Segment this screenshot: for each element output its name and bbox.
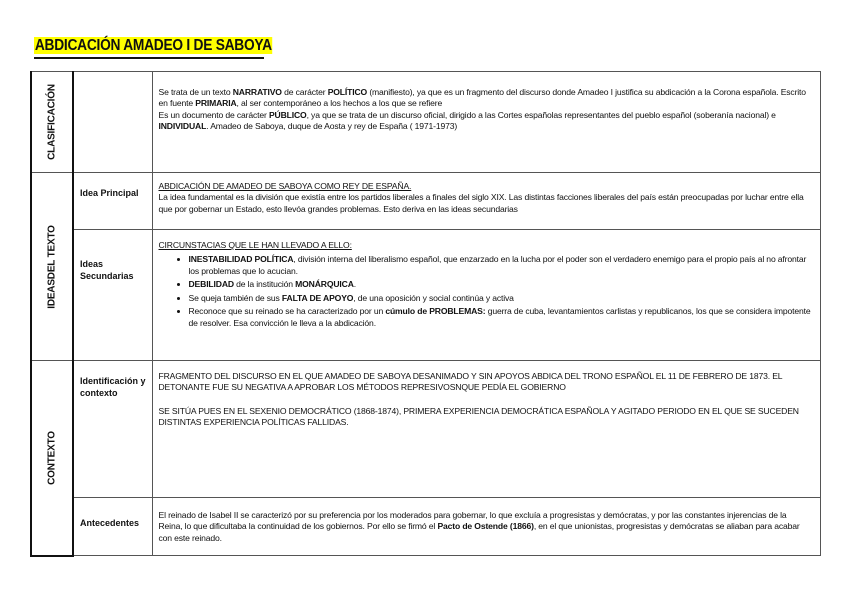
title-underline: [34, 57, 264, 59]
clasificacion-paragraph-1: Se trata de un texto NARRATIVO de carácter POLÍTICO (manifiesto), ya que es un fragmento del discurso donde Amadeo I justifica su abdicación a la Corona española. Escrito en fuente PRIMARIA, al ser contemporáneo a los hechos a los que se refiere: [158, 87, 806, 109]
list-item: • Reconoce que su reinado se ha caracterizado por un cúmulo de PROBLEMAS: guerra de cuba, levantamientos carlistas y republicanos, los que se considera impotente de resolver. Esa convicción le lleva a la abdicación.: [189, 306, 813, 329]
idea-principal-text: La idea fundamental es la división que existía entre los partidos liberales a finales del siglo XIX. Las distintas facciones liberales del país están preocupadas por luchar entre ella que por gobernar un Estado, esto llevóa grandes problemas. Esto deriva en las ideas secundarias: [158, 192, 804, 214]
section-label-contexto: CONTEXTO: [31, 361, 73, 556]
row-idea-principal: [31, 173, 820, 230]
row-clasificacion: [31, 72, 820, 173]
empty-subcell: [73, 72, 152, 173]
sublabel-idea-principal: Idea Principal: [73, 173, 152, 230]
page-title: ABDICACIÓN AMADEO I DE SABOYA: [34, 37, 272, 54]
section-label-clasificacion: CLASIFICACIÓN: [31, 72, 73, 173]
analysis-table: [30, 71, 821, 557]
paragraph-gap: [159, 394, 813, 406]
sublabel-antecedentes: Antecedentes: [73, 498, 152, 556]
list-item: • DEBILIDAD de la institución MONÁRQUICA.: [189, 279, 813, 290]
antecedentes-content: [152, 498, 820, 556]
ideas-secundarias-content: [152, 230, 820, 361]
list-item: • Se queja también de sus FALTA DE APOYO, de una oposición y social continúa y activa: [189, 293, 813, 304]
list-item: • INESTABILIDAD POLÍTICA, división interna del liberalismo español, que enzarzado en la lucha por el poder son el verdadero enemigo para el propio país al no afrontar los problemas que lo acucian.: [189, 254, 813, 277]
idea-principal-content: [152, 173, 820, 230]
row-ideas-secundarias: [31, 230, 820, 361]
row-identificacion: [31, 361, 820, 498]
sublabel-identificacion: Identificación y contexto: [73, 361, 152, 498]
ideas-secundarias-heading: CIRCUNSTACIAS QUE LE HAN LLEVADO A ELLO:: [158, 240, 352, 250]
ideas-secundarias-list: [159, 254, 813, 329]
antecedentes-paragraph: El reinado de Isabel II se caracterizó por su preferencia por los moderados para gobernar, lo que excluía a progresistas y demócratas, y por las constantes injerencias de la Reina, lo que dificultaba la continuidad de los gobiernos. Por ello se firmó el Pacto de Ostende (1866), en el que unionistas, progresistas y demócratas se aliaban para acabar con este reinado.: [158, 510, 800, 543]
section-label-ideas: IDEASDEL TEXTO: [31, 173, 73, 361]
sublabel-ideas-secundarias: Ideas Secundarias: [73, 230, 152, 361]
idea-principal-heading: ABDICACIÓN DE AMADEO DE SABOYA COMO REY DE ESPAÑA.: [158, 181, 412, 191]
clasificacion-paragraph-2: Es un documento de carácter PÚBLICO, ya que se trata de un discurso oficial, dirigido a las Cortes españolas representantes del pueblo español (soberanía nacional) e INDIVIDUAL. Amadeo de Saboya, duque de Aosta y rey de España ( 1971-1973): [158, 109, 776, 132]
row-antecedentes: [31, 498, 820, 556]
identificacion-content: [152, 361, 820, 498]
clasificacion-content: [152, 72, 820, 173]
identificacion-paragraph-1: FRAGMENTO DEL DISCURSO EN EL QUE AMADEO DE SABOYA DESANIMADO Y SIN APOYOS ABDICA DEL TRONO ESPAÑOL EL 11 DE FEBRERO DE 1873. EL DETONANTE FUE SU NEGATIVA A APROBAR LOS MÉTODOS REPRESIVOSNQUE PEDÍA EL GOBIERNO: [158, 371, 783, 393]
identificacion-paragraph-2: SE SITÚA PUES EN EL SEXENIO DEMOCRÁTICO (1868-1874), PRIMERA EXPERIENCIA DEMOCRÁTICA ESPAÑOLA Y AGITADO PERIODO EN EL QUE SE SUCEDEN DISTINTAS EXPERIENCIA POLÍTICAS FALLIDAS.: [158, 405, 799, 428]
